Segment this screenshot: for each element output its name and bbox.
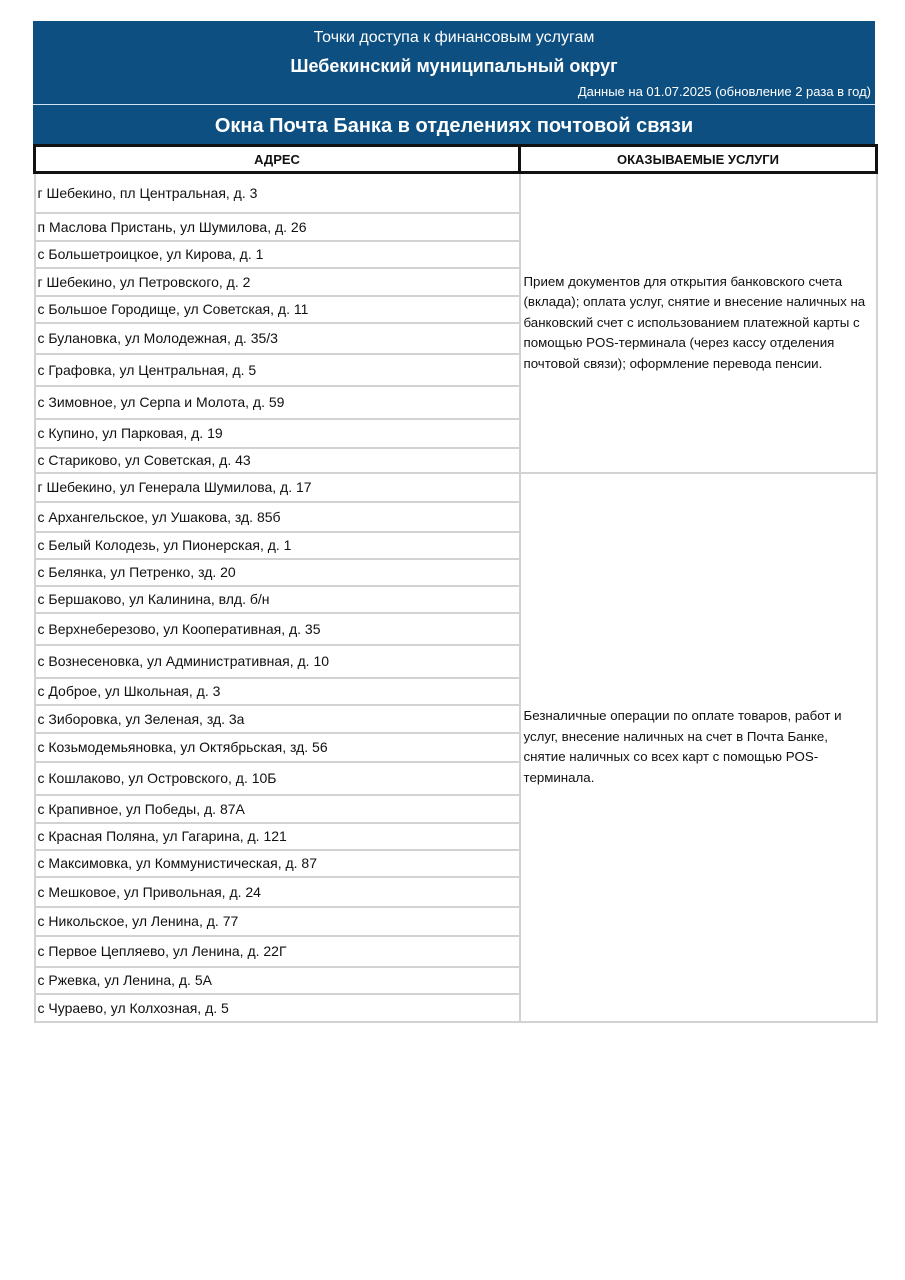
address-cell: с Архангельское, ул Ушакова, зд. 85б bbox=[35, 502, 520, 532]
table-body bbox=[35, 173, 877, 1022]
address-cell: п Маслова Пристань, ул Шумилова, д. 26 bbox=[35, 213, 520, 241]
address-cell: с Стариково, ул Советская, д. 43 bbox=[35, 448, 520, 473]
address-cell: с Верхнеберезово, ул Кооперативная, д. 35 bbox=[35, 613, 520, 645]
address-cell: с Бершаково, ул Калинина, влд. б/н bbox=[35, 586, 520, 613]
address-cell: с Белый Колодезь, ул Пионерская, д. 1 bbox=[35, 532, 520, 559]
address-cell: г Шебекино, пл Центральная, д. 3 bbox=[35, 173, 520, 213]
address-cell: с Красная Поляна, ул Гагарина, д. 121 bbox=[35, 823, 520, 850]
page-title: Точки доступа к финансовым услугам bbox=[313, 29, 595, 46]
address-cell: с Первое Цепляево, ул Ленина, д. 22Г bbox=[35, 936, 520, 967]
address-cell: г Шебекино, ул Петровского, д. 2 bbox=[35, 268, 520, 296]
address-cell: с Большетроицкое, ул Кирова, д. 1 bbox=[35, 241, 520, 268]
access-points-table bbox=[33, 144, 878, 1023]
column-header-services: ОКАЗЫВАЕМЫЕ УСЛУГИ bbox=[520, 146, 877, 173]
address-cell: с Большое Городище, ул Советская, д. 11 bbox=[35, 296, 520, 323]
data-date-note: Данные на 01.07.2025 (обновление 2 раза в год) bbox=[577, 84, 871, 99]
district-name: Шебекинский муниципальный округ bbox=[290, 56, 618, 76]
address-cell: с Максимовка, ул Коммунистическая, д. 87 bbox=[35, 850, 520, 877]
address-cell: с Белянка, ул Петренко, зд. 20 bbox=[35, 559, 520, 586]
column-header-address: АДРЕС bbox=[35, 146, 520, 173]
services-cell: Прием документов для открытия банковского счета (вклада); оплата услуг, снятие и внесение наличных на банковский счет с использованием платежной карты с помощью POS-терминала (через кассу отделения почтовой связи); оформление перевода пенсии. bbox=[520, 173, 877, 473]
address-cell: г Шебекино, ул Генерала Шумилова, д. 17 bbox=[35, 473, 520, 502]
address-cell: с Чураево, ул Колхозная, д. 5 bbox=[35, 994, 520, 1022]
address-cell: с Козьмодемьяновка, ул Октябрьская, зд. 56 bbox=[35, 733, 520, 762]
table-header-row bbox=[35, 146, 877, 173]
address-cell: с Никольское, ул Ленина, д. 77 bbox=[35, 907, 520, 936]
address-cell: с Булановка, ул Молодежная, д. 35/3 bbox=[35, 323, 520, 354]
address-cell: с Доброе, ул Школьная, д. 3 bbox=[35, 678, 520, 705]
address-cell: с Зиборовка, ул Зеленая, зд. 3а bbox=[35, 705, 520, 733]
address-cell: с Ржевка, ул Ленина, д. 5А bbox=[35, 967, 520, 994]
document-sheet bbox=[33, 21, 875, 1023]
address-cell: с Вознесеновка, ул Административная, д. 10 bbox=[35, 645, 520, 678]
table-row bbox=[35, 173, 877, 213]
services-cell: Безналичные операции по оплате товаров, работ и услуг, внесение наличных на счет в Почта Банке, снятие наличных со всех карт с помощью POS-терминала. bbox=[520, 473, 877, 1022]
address-cell: с Кошлаково, ул Островского, д. 10Б bbox=[35, 762, 520, 795]
address-cell: с Графовка, ул Центральная, д. 5 bbox=[35, 354, 520, 386]
header-banner bbox=[33, 21, 875, 104]
address-cell: с Крапивное, ул Победы, д. 87А bbox=[35, 795, 520, 823]
address-cell: с Купино, ул Парковая, д. 19 bbox=[35, 419, 520, 448]
address-cell: с Мешковое, ул Привольная, д. 24 bbox=[35, 877, 520, 907]
table-row bbox=[35, 473, 877, 502]
section-title: Окна Почта Банка в отделениях почтовой связи bbox=[33, 105, 875, 144]
address-cell: с Зимовное, ул Серпа и Молота, д. 59 bbox=[35, 386, 520, 419]
